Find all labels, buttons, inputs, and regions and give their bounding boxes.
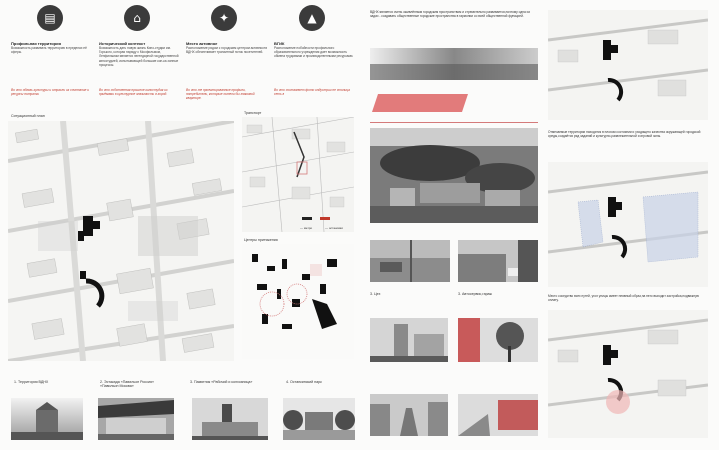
caption-monument: 3. Памятник «Рабочий и колхозница»: [190, 380, 253, 384]
aerial-photo: [370, 128, 538, 223]
caption-vdnh: 1. Территория ВДНХ: [14, 380, 49, 384]
right-map-bottom: [548, 310, 708, 438]
photo-shop: [370, 240, 450, 282]
right-middle-text: Отмечаемые территории находятся в плохом состоянии и уходящего качества окружающей городской среды,создаётся ряд заданий и культурно-развлекательной и игровой зоны.: [548, 130, 701, 139]
col1-title: Профильная территория: [11, 41, 61, 46]
col4-note: Во что составляет фото индустрии не столица сеть в: [274, 88, 350, 97]
right-map-middle: [548, 162, 708, 287]
col2-text: Возможность дать новую жизнь Кино-студии им. Горького, которая наряду с Мосфильмом, Ленфильмом является легендарной государственной киностудией, испытывающей большие кон-ка зонные процессы.: [99, 46, 179, 67]
situation-map: [8, 121, 234, 361]
graduation-cap-icon: ▲: [299, 5, 325, 31]
caption-pavilion: 2. Эстакада «Павильон Россия» «Павильон Москва»: [100, 380, 154, 388]
pink-plane: [370, 92, 470, 114]
col3-note: Во что те проектированные профили, потребители, которые хотели бы знакомой квартире.: [186, 88, 255, 101]
photo-vdnh: [11, 398, 83, 440]
col3-title: Место активное: [186, 41, 218, 46]
photo-monument: [192, 398, 268, 440]
right-map-top: [548, 10, 708, 120]
caption-garage: 3. Автосервис,гараж: [458, 292, 492, 296]
situation-map-title: Ситуационный план: [11, 114, 45, 118]
col2-title: Исторический контекст: [99, 41, 146, 46]
col3-text: Расположение рядом с городским центром активности ВДНХ обеспечивает транзитный поток посетителей.: [186, 46, 268, 55]
network-icon: ✦: [211, 5, 237, 31]
right-bottom-text: Место соседство всех путей, угол улицы имеет неявный образ,на него выходит застройка,подвижную оплату.: [548, 294, 700, 303]
photo-pink-building: [458, 394, 538, 436]
photo-building: [370, 318, 448, 362]
transport-map: [242, 117, 354, 232]
caption-shop: 3. Цех: [370, 292, 381, 296]
museum-icon: ⌂: [124, 5, 150, 31]
col1-note: Во что обвязь культуры и отрасли из сочетание и ресурсы потраты: [11, 88, 90, 97]
col4-text: Расположение побойности профильного образовательного учреждения дает возможность обмена трудовыми и производственными ресурсами.: [274, 46, 354, 59]
photo-street: [370, 394, 448, 436]
right-top-text: ВДНХ является очень оживлённым городским пространством и стремительно развивается,поэтому одна из задач - создавать общественные городские пространства в гармонии со всей общественной функцией.: [370, 10, 530, 19]
photo-park: [283, 398, 355, 440]
photo-garage: [458, 240, 538, 282]
transport-legend-stops: — остановки: [325, 226, 343, 230]
caption-park: 4. Останкинский парк: [286, 380, 322, 384]
photo-tree: [458, 318, 538, 362]
centers-map-title: Центры притяжения: [244, 238, 278, 242]
transport-legend-metro: — метро: [300, 226, 313, 230]
centers-map: [242, 244, 354, 359]
separator: [370, 122, 538, 123]
col4-title: ВГИК: [274, 41, 285, 46]
col2-note: Во что собственная прошлое киностудия из приёмами в культурное значимость в город.: [99, 88, 168, 97]
film-icon: ▤: [37, 5, 63, 31]
photo-pavilion: [98, 398, 174, 440]
panorama-strip: [370, 48, 538, 80]
transport-map-title: Транспорт: [244, 111, 262, 115]
col1-text: Возможность развивать территорию в пределах её сферы.: [11, 46, 87, 55]
